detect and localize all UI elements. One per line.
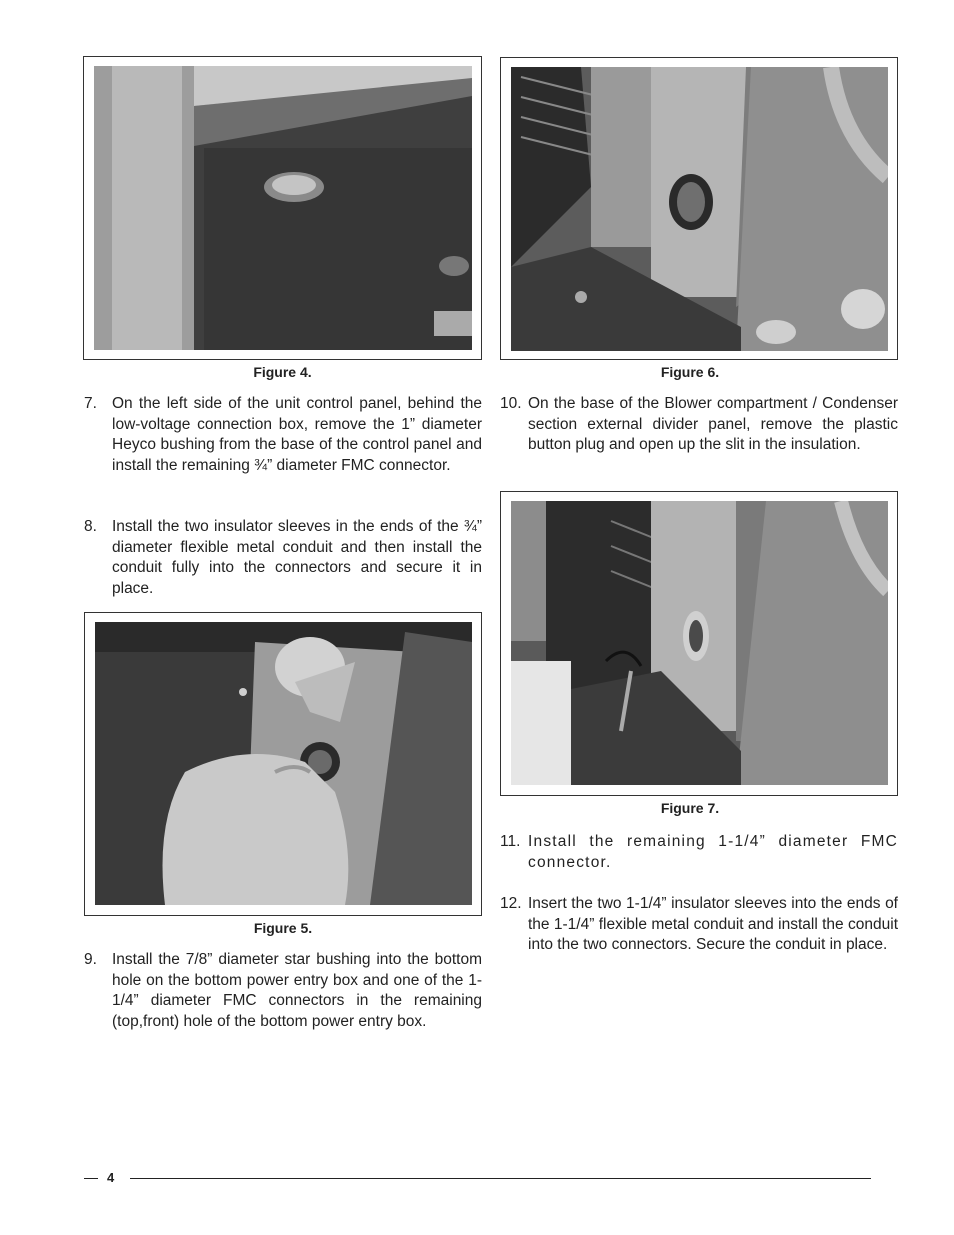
figure-5-frame (84, 612, 482, 916)
page-number: 4 (107, 1170, 115, 1185)
step-8-text: Install the two insulator sleeves in the ends of the ¾” diameter flexible metal conduit and then install the conduit fully into the connectors and secure it in place. (112, 518, 482, 597)
step-10-number: 10. (500, 395, 522, 412)
step-12-number: 12. (500, 895, 522, 912)
step-10-text: On the base of the Blower compartment / Condenser section external divider panel, remove the plastic button plug and open up the slit in the insulation. (528, 395, 898, 454)
figure-4-photo (94, 66, 472, 350)
figure-6-photo (511, 67, 888, 351)
step-7-text: On the left side of the unit control panel, behind the low-voltage connection box, remove the 1” diameter Heyco bushing from the base of the control panel and install the remaining ¾” diameter FMC connector. (112, 395, 482, 474)
step-12-text: Insert the two 1-1/4” insulator sleeves into the ends of the 1-1/4” flexible metal conduit and install the conduit into the two connectors. Secure the conduit in place. (528, 895, 898, 954)
figure-7-caption: Figure 7. (660, 800, 720, 816)
step-9-text: Install the 7/8” diameter star bushing into the bottom hole on the bottom power entry box and one of the 1-1/4” diameter FMC connectors in the remaining (top,front) hole of the bottom power entry box. (112, 951, 482, 1030)
step-7-number: 7. (84, 395, 97, 412)
figure-6-frame (500, 57, 898, 360)
figure-4-frame (83, 56, 482, 360)
step-12 (500, 894, 898, 978)
step-7 (84, 394, 482, 498)
figure-6-caption: Figure 6. (660, 364, 720, 380)
step-11-number: 11. (500, 833, 521, 850)
step-8-number: 8. (84, 518, 97, 535)
step-11 (500, 832, 898, 876)
figure-5-caption: Figure 5. (253, 920, 313, 936)
figure-7-frame (500, 491, 898, 796)
figure-4-caption: Figure 4. (253, 364, 312, 380)
footer-rule-right (130, 1178, 871, 1179)
figure-5-photo (95, 622, 472, 905)
step-8 (84, 517, 482, 601)
step-9-number: 9. (84, 951, 97, 968)
step-10 (500, 394, 898, 458)
step-9 (84, 950, 482, 1034)
figure-7-photo (511, 501, 888, 785)
step-11-text: Install the remaining 1-1/4” diameter FMC connector. (528, 833, 898, 871)
footer-rule-left (84, 1178, 98, 1179)
